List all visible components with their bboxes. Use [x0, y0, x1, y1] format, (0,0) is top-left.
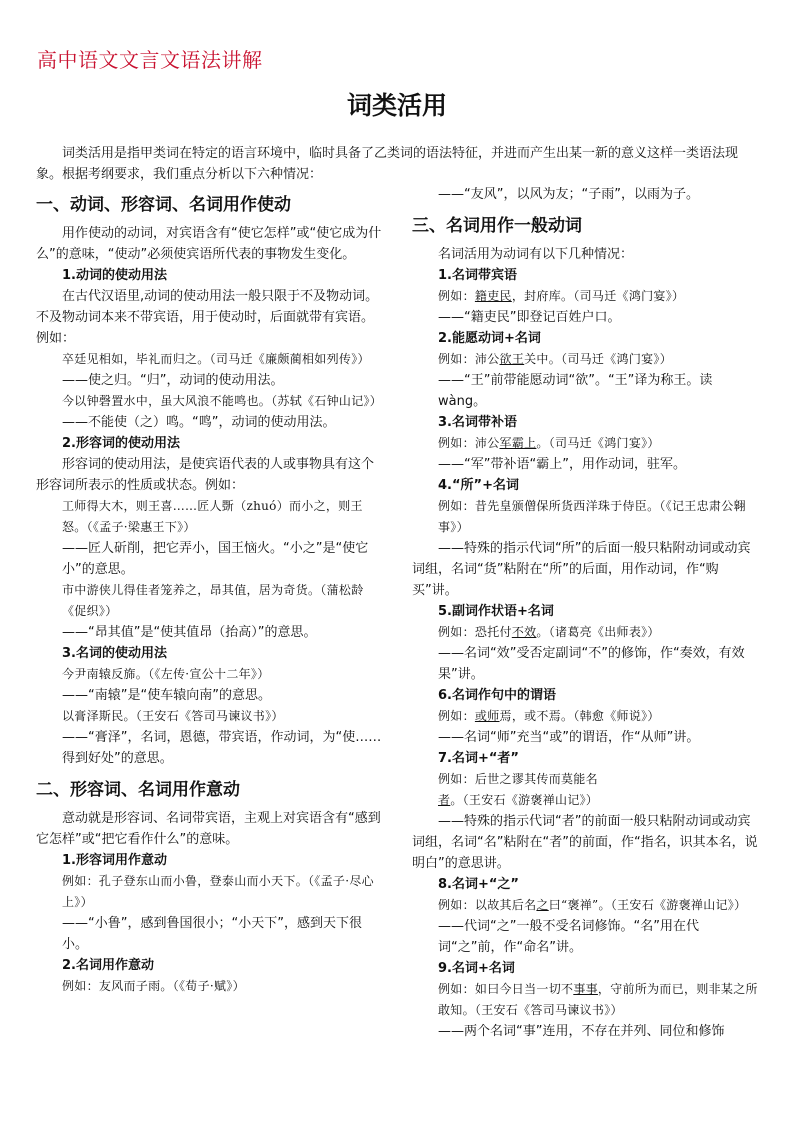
section-1-intro: 用作使动的动词，对宾语含有“使它怎样”或“使它成为什么”的意味，“使动”必须使宾语所代表的事物发生变化。: [36, 226, 382, 262]
underlined-word: 欲王: [499, 352, 525, 366]
explanation: ——“军”带补语“霸上”，用作动词，驻军。: [438, 457, 686, 472]
example-prefix: 例如：后世之谬其传而莫能名: [438, 772, 598, 786]
example-sentence: [412, 706, 758, 727]
underlined-word: 之: [536, 898, 549, 912]
example-rest: 。（诸葛亮《出师表》）: [536, 625, 660, 639]
example-sentence: 市中游侠儿得佳者笼养之，昂其值，居为奇货。（蒲松龄《促织》）: [62, 583, 364, 618]
example-sentence: [412, 622, 758, 643]
item-heading-7: 7.名词+“者”: [438, 751, 519, 766]
example-prefix: 例如：如曰今日当一切不: [438, 982, 574, 996]
section-heading-3: 三、名词用作一般动词: [412, 216, 582, 236]
explanation-continued: ——“友风”，以风为友；“子雨”，以雨为子。: [438, 187, 699, 202]
item-heading-8: 8.名词+“之”: [438, 877, 519, 892]
example-sentence: 例如：孔子登东山而小鲁，登泰山而小天下。（《孟子·尽心上》）: [62, 874, 374, 909]
example-prefix: 例如：沛公: [438, 352, 500, 366]
example-sentence: [412, 895, 758, 916]
item-heading-9: 9.名词+名词: [438, 961, 515, 976]
item-heading-6: 6.名词作句中的谓语: [438, 688, 556, 703]
example-rest: 。（王安石《游褒禅山记》）: [450, 793, 599, 807]
example-prefix: 例如：恐托付: [438, 625, 512, 639]
underlined-word: 籍吏民: [474, 289, 512, 303]
example-rest: 焉，或不焉。（韩愈《师说》）: [499, 709, 660, 723]
section-heading-2: 二、形容词、名词用作意动: [36, 780, 240, 800]
example-prefix: 例如：: [438, 709, 475, 723]
section-2-intro: 意动就是形容词、名词带宾语，主观上对宾语含有“感到它怎样”或“把它看作什么”的意味。: [36, 811, 381, 847]
item-heading-4: 4.“所”+名词: [438, 478, 519, 493]
explanation: ——代词“之”一般不受名词修饰。“名”用在代词“之”前，作“命名”讲。: [438, 919, 699, 955]
section-3-intro: 名词活用为动词有以下几种情况：: [438, 247, 634, 262]
explanation: ——匠人斫削，把它弄小，国王恼火。“小之”是“使它小”的意思。: [62, 541, 369, 577]
explanation: ——特殊的指示代词“者”的前面一般只粘附动词或动宾词组，名词“名”粘附在“者”的前面，作“指名，识其本名，说明白”的意思讲。: [412, 814, 758, 871]
subheading-2-1: 1.形容词用作意动: [62, 853, 167, 868]
explanation: ——“南辕”是“使车辕向南”的意思。: [62, 688, 271, 703]
item-heading-1: 1.名词带宾语: [438, 268, 517, 283]
example-sentence: [412, 286, 758, 307]
example-rest: 关中。（司马迁《鸿门宴》）: [524, 352, 673, 366]
intro-paragraph: [36, 143, 758, 185]
example-sentence: [412, 769, 758, 811]
example-sentence: 例如：昔先皇颁僧保所货西洋珠于侍臣。（《记王忠肃公翱事》）: [438, 499, 746, 534]
intro-text: 词类活用是指甲类词在特定的语言环境中，临时具备了乙类词的语法特征，并进而产生出某一新的意义这样一类语法现象。根据考纲要求，我们重点分析以下六种情况：: [36, 146, 739, 182]
subheading-1-3: 3.名词的使动用法: [62, 646, 167, 661]
example-rest: ，守前所为而已，则非某之所敢知。（王安石《答司马谏议书》）: [438, 982, 758, 1017]
subheading-1-1: 1.动词的使动用法: [62, 268, 167, 283]
item-heading-3: 3.名词带补语: [438, 415, 517, 430]
example-sentence: 今以钟磬置水中，虽大风浪不能鸣也。（苏轼《石钟山记》）: [62, 394, 383, 408]
example-sentence: [412, 349, 758, 370]
section-heading-1: 一、动词、形容词、名词用作使动: [36, 195, 291, 215]
subheading-1-2: 2.形容词的使动用法: [62, 436, 180, 451]
underlined-word: 或师: [474, 709, 500, 723]
explanation: ——不能使（之）鸣。“鸣”，动词的使动用法。: [62, 415, 336, 430]
example-sentence: [412, 433, 758, 454]
item-heading-5: 5.副词作状语+名词: [438, 604, 554, 619]
underlined-word: 军霸上: [499, 436, 537, 450]
explanation: ——“膏泽”，名词，恩德，带宾语，作动词，为“使……得到好处”的意思。: [62, 730, 382, 766]
example-prefix: 例如：沛公: [438, 436, 500, 450]
underlined-word: 事事: [573, 982, 598, 996]
example-prefix: 例如：以故其后名: [438, 898, 537, 912]
item-heading-2: 2.能愿动词+名词: [438, 331, 541, 346]
explanation: ——“昂其值”是“使其值昂（抬高）”的意思。: [62, 625, 317, 640]
example-sentence: 今尹南辕反旆。（《左传·宣公十二年》）: [62, 667, 270, 681]
right-column: [412, 184, 758, 1042]
subheading-2-2: 2.名词用作意动: [62, 958, 154, 973]
example-rest: 曰“褒禅”。（王安石《游褒禅山记》）: [548, 898, 747, 912]
explanation: ——“小鲁”，感到鲁国很小；“小天下”，感到天下很小。: [62, 916, 362, 952]
example-rest: 。（司马迁《鸿门宴》）: [536, 436, 660, 450]
example-prefix: 例如：: [438, 289, 475, 303]
page-title: 词类活用: [346, 91, 447, 120]
explanation: ——两个名词“事”连用，不存在并列、同位和修饰: [438, 1024, 725, 1039]
underlined-word: 者: [438, 793, 451, 807]
paragraph: 形容词的使动用法，是使宾语代表的人或事物具有这个形容词所表示的性质或状态。例如：: [36, 457, 375, 493]
document-series-title: 高中语文文言文语法讲解: [37, 48, 263, 72]
example-rest: ，封府库。（司马迁《鸿门宴》）: [511, 289, 685, 303]
explanation: ——使之归。“归”，动词的使动用法。: [62, 373, 284, 388]
example-sentence: [412, 979, 758, 1021]
explanation: ——“籍吏民”即登记百姓户口。: [438, 310, 621, 325]
example-sentence: 工师得大木，则王喜……匠人斲（zhuó）而小之，则王怒。（《孟子·梁惠王下》）: [62, 499, 363, 534]
example-sentence: 以膏泽斯民。（王安石《答司马谏议书》）: [62, 709, 284, 723]
explanation: ——名词“效”受否定副词“不”的修饰，作“奏效，有效果”讲。: [438, 646, 745, 682]
example-sentence: 例如：友风而子雨。（《荀子·赋》）: [62, 979, 245, 993]
example-sentence: 卒廷见相如，毕礼而归之。（司马迁《廉颇蔺相如列传》）: [62, 352, 370, 366]
underlined-word: 不效: [511, 625, 537, 639]
explanation: ——特殊的指示代词“所”的后面一般只粘附动词或动宾词组，名词“货”粘附在“所”的后面，用作动词，作“购买”讲。: [412, 541, 751, 598]
paragraph: 在古代汉语里,动词的使动用法一般只限于不及物动词。不及物动词本来不带宾语，用于使动时，后面就带有宾语。例如：: [36, 289, 379, 346]
left-column: [36, 184, 384, 997]
explanation: ——“王”前带能愿动词“欲”。“王”译为称王。读 wàng。: [438, 373, 713, 409]
explanation: ——名词“师”充当“或”的谓语，作“从师”讲。: [438, 730, 700, 745]
